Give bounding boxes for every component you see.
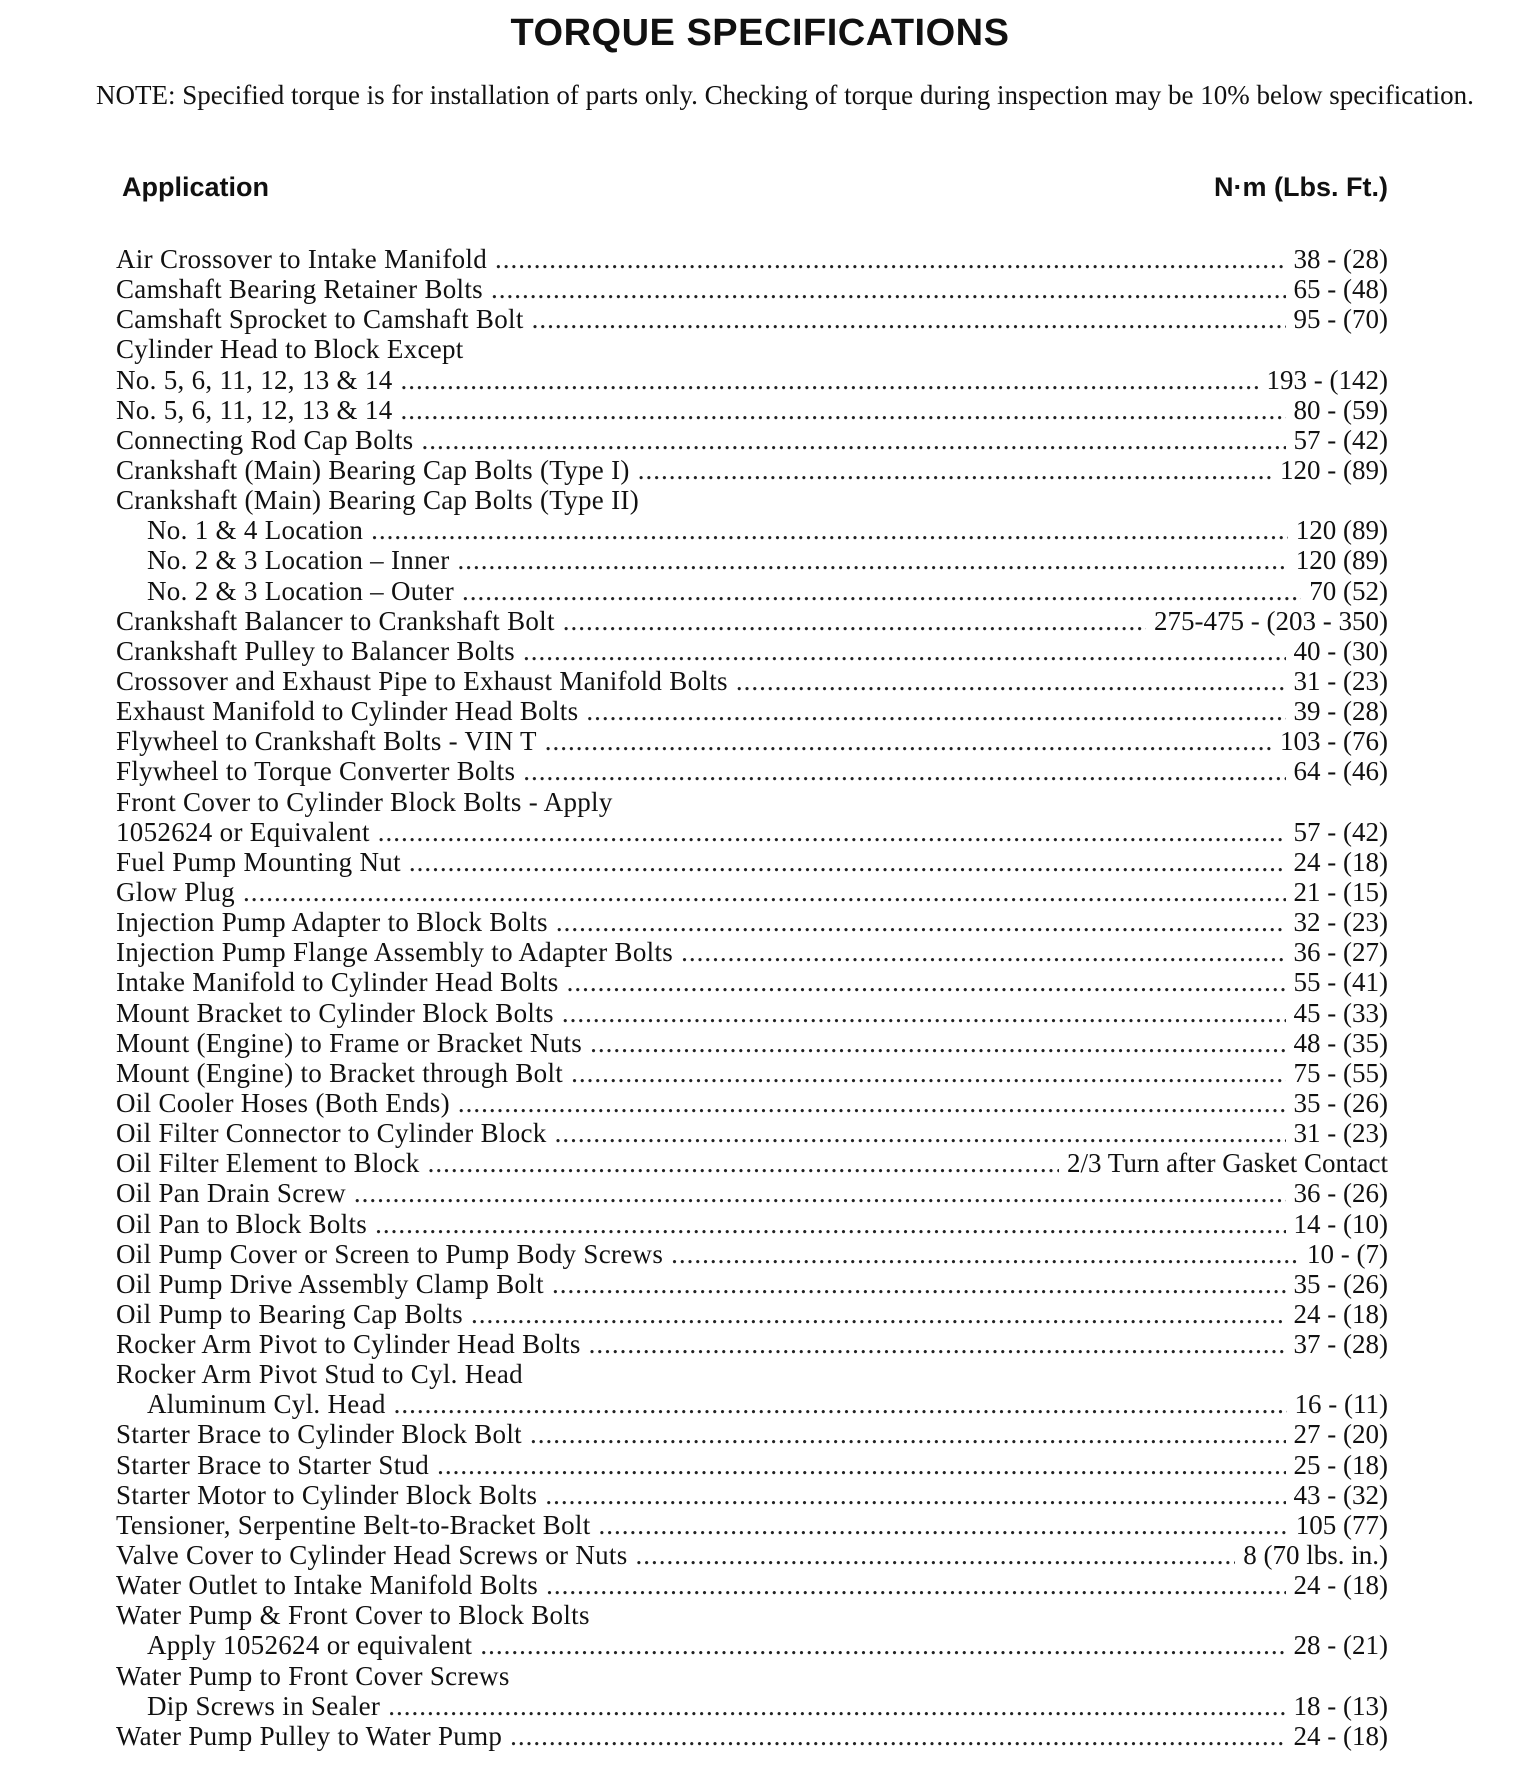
spec-value: 24 - (18) — [1293, 1720, 1388, 1751]
spec-value: 39 - (28) — [1293, 696, 1388, 727]
dot-leader — [530, 1419, 1286, 1449]
spec-row — [116, 998, 1388, 1028]
spec-row — [116, 1540, 1388, 1570]
spec-row — [116, 1118, 1388, 1148]
spec-value: 31 - (23) — [1293, 665, 1388, 696]
spec-label: Flywheel to Crankshaft Bolts - VIN T — [116, 726, 537, 757]
spec-row — [116, 1028, 1388, 1058]
spec-value: 80 - (59) — [1293, 394, 1388, 425]
spec-value: 31 - (23) — [1293, 1118, 1388, 1149]
spec-value: 8 (70 lbs. in.) — [1243, 1540, 1388, 1571]
dot-leader — [586, 696, 1285, 726]
spec-row — [116, 1419, 1388, 1449]
spec-label: Connecting Rod Cap Bolts — [116, 424, 414, 455]
dot-leader — [563, 606, 1146, 636]
dot-leader — [462, 576, 1301, 606]
spec-row — [116, 395, 1388, 425]
spec-row — [116, 907, 1388, 937]
spec-value: 48 - (35) — [1293, 1027, 1388, 1058]
spec-row — [116, 1148, 1388, 1178]
spec-label: Camshaft Sprocket to Camshaft Bolt — [116, 304, 524, 335]
spec-row — [116, 1600, 1388, 1630]
spec-row — [116, 636, 1388, 666]
spec-row — [116, 1480, 1388, 1510]
page-title: TORQUE SPECIFICATIONS — [510, 12, 1010, 54]
spec-label: Oil Pan Drain Screw — [116, 1178, 346, 1209]
spec-label: Crankshaft (Main) Bearing Cap Bolts (Type I) — [116, 454, 630, 485]
spec-label: Apply 1052624 or equivalent — [147, 1630, 473, 1661]
application-column-header: Application — [122, 172, 269, 202]
dot-leader — [562, 998, 1286, 1028]
dot-leader — [421, 425, 1285, 455]
dot-leader — [375, 1209, 1285, 1239]
spec-row — [116, 304, 1388, 334]
dot-leader — [371, 515, 1288, 545]
spec-label: Oil Pump to Bearing Cap Bolts — [116, 1298, 463, 1329]
spec-row — [116, 726, 1388, 756]
spec-row — [116, 1389, 1388, 1419]
spec-label: Valve Cover to Cylinder Head Screws or Nuts — [116, 1540, 628, 1571]
dot-leader — [571, 1058, 1285, 1088]
spec-label: Glow Plug — [116, 876, 235, 907]
spec-label: Injection Pump Adapter to Block Bolts — [116, 907, 548, 938]
spec-value: 65 - (48) — [1293, 274, 1388, 305]
spec-value: 21 - (15) — [1293, 876, 1388, 907]
spec-row — [116, 1691, 1388, 1721]
spec-label: Crankshaft Pulley to Balancer Bolts — [116, 635, 515, 666]
dot-leader — [532, 304, 1286, 334]
spec-label: Crossover and Exhaust Pipe to Exhaust Manifold Bolts — [116, 665, 728, 696]
spec-row — [116, 545, 1388, 575]
spec-value: 28 - (21) — [1293, 1630, 1388, 1661]
spec-row — [116, 666, 1388, 696]
spec-row — [116, 1721, 1388, 1751]
dot-leader — [428, 1148, 1059, 1178]
spec-value: 120 (89) — [1295, 545, 1388, 576]
dot-leader — [589, 1329, 1286, 1359]
spec-label: Flywheel to Torque Converter Bolts — [116, 756, 516, 787]
spec-label: Water Pump Pulley to Water Pump — [116, 1720, 503, 1751]
spec-row — [116, 1058, 1388, 1088]
spec-row — [116, 787, 1388, 817]
spec-row — [116, 606, 1388, 636]
spec-label: Intake Manifold to Cylinder Head Bolts — [116, 967, 559, 998]
spec-label: No. 2 & 3 Location – Outer — [147, 575, 454, 606]
spec-value: 103 - (76) — [1280, 726, 1388, 757]
spec-label: No. 2 & 3 Location – Inner — [147, 545, 450, 576]
spec-row — [116, 515, 1388, 545]
spec-row — [116, 967, 1388, 997]
spec-value: 18 - (13) — [1293, 1690, 1388, 1721]
dot-leader — [437, 1450, 1285, 1480]
spec-label: No. 1 & 4 Location — [147, 515, 364, 546]
spec-row — [116, 847, 1388, 877]
spec-value: 14 - (10) — [1293, 1208, 1388, 1239]
spec-value: 57 - (42) — [1293, 816, 1388, 847]
spec-row — [116, 1269, 1388, 1299]
spec-value: 95 - (70) — [1293, 304, 1388, 335]
spec-value: 120 - (89) — [1280, 454, 1388, 485]
dot-leader — [523, 636, 1286, 666]
spec-label: Water Pump to Front Cover Screws — [116, 1660, 510, 1691]
spec-value: 35 - (26) — [1293, 1268, 1388, 1299]
spec-label: 1052624 or Equivalent — [116, 816, 370, 847]
spec-label: Starter Brace to Starter Stud — [116, 1449, 430, 1480]
spec-label: No. 5, 6, 11, 12, 13 & 14 — [116, 364, 393, 395]
dot-leader — [555, 1118, 1286, 1148]
dot-leader — [599, 1510, 1288, 1540]
dot-leader — [546, 1570, 1285, 1600]
spec-value: 37 - (28) — [1293, 1329, 1388, 1360]
spec-row — [116, 1661, 1388, 1691]
torque-spec-list — [116, 244, 1388, 1751]
dot-leader — [401, 395, 1286, 425]
dot-leader — [409, 847, 1286, 877]
dot-leader — [495, 244, 1285, 274]
spec-label: Crankshaft Balancer to Crankshaft Bolt — [116, 605, 555, 636]
spec-label: Exhaust Manifold to Cylinder Head Bolts — [116, 696, 579, 727]
spec-label: Oil Pump Cover or Screen to Pump Body Screws — [116, 1238, 664, 1269]
spec-row — [116, 1510, 1388, 1540]
spec-label: No. 5, 6, 11, 12, 13 & 14 — [116, 394, 393, 425]
spec-row — [116, 1570, 1388, 1600]
spec-label: Camshaft Bearing Retainer Bolts — [116, 274, 483, 305]
dot-leader — [401, 365, 1259, 395]
spec-label: Injection Pump Flange Assembly to Adapter Bolts — [116, 937, 674, 968]
spec-row — [116, 1239, 1388, 1269]
spec-value: 35 - (26) — [1293, 1087, 1388, 1118]
spec-value: 36 - (26) — [1293, 1178, 1388, 1209]
dot-leader — [590, 1028, 1285, 1058]
spec-value: 36 - (27) — [1293, 937, 1388, 968]
spec-label: Mount (Engine) to Frame or Bracket Nuts — [116, 1027, 583, 1058]
spec-label: Tensioner, Serpentine Belt-to-Bracket Bolt — [116, 1509, 591, 1540]
spec-value: 43 - (32) — [1293, 1479, 1388, 1510]
dot-leader — [638, 455, 1272, 485]
spec-row — [116, 1178, 1388, 1208]
spec-label: Water Outlet to Intake Manifold Bolts — [116, 1570, 539, 1601]
spec-label: Aluminum Cyl. Head — [147, 1389, 386, 1420]
spec-row — [116, 576, 1388, 606]
spec-value: 75 - (55) — [1293, 1057, 1388, 1088]
spec-label: Dip Screws in Sealer — [147, 1690, 381, 1721]
spec-label: Oil Pump Drive Assembly Clamp Bolt — [116, 1268, 544, 1299]
dot-leader — [736, 666, 1286, 696]
torque-column-header: N·m (Lbs. Ft.) — [1214, 172, 1388, 202]
spec-value: 40 - (30) — [1293, 635, 1388, 666]
spec-label: Rocker Arm Pivot Stud to Cyl. Head — [116, 1359, 523, 1390]
spec-row — [116, 1359, 1388, 1389]
dot-leader — [545, 726, 1272, 756]
spec-label: Fuel Pump Mounting Nut — [116, 846, 401, 877]
spec-value: 24 - (18) — [1293, 846, 1388, 877]
spec-value: 25 - (18) — [1293, 1449, 1388, 1480]
spec-label: Oil Pan to Block Bolts — [116, 1208, 368, 1239]
dot-leader — [457, 545, 1287, 575]
spec-row — [116, 937, 1388, 967]
spec-value: 45 - (33) — [1293, 997, 1388, 1028]
spec-row — [116, 877, 1388, 907]
dot-leader — [523, 756, 1285, 786]
spec-row — [116, 1299, 1388, 1329]
spec-row — [116, 274, 1388, 304]
dot-leader — [567, 967, 1286, 997]
dot-leader — [354, 1178, 1286, 1208]
spec-row — [116, 455, 1388, 485]
dot-leader — [458, 1088, 1286, 1118]
dot-leader — [545, 1480, 1285, 1510]
spec-label: Starter Motor to Cylinder Block Bolts — [116, 1479, 538, 1510]
spec-value: 64 - (46) — [1293, 756, 1388, 787]
spec-label: Rocker Arm Pivot to Cylinder Head Bolts — [116, 1329, 581, 1360]
dot-leader — [388, 1691, 1285, 1721]
dot-leader — [480, 1630, 1285, 1660]
spec-label: Mount Bracket to Cylinder Block Bolts — [116, 997, 554, 1028]
spec-value: 27 - (20) — [1293, 1419, 1388, 1450]
spec-value: 38 - (28) — [1293, 244, 1388, 274]
spec-label: Oil Cooler Hoses (Both Ends) — [116, 1087, 450, 1118]
spec-value: 70 (52) — [1309, 575, 1388, 606]
spec-row — [116, 1329, 1388, 1359]
dot-leader — [243, 877, 1286, 907]
spec-value: 55 - (41) — [1293, 967, 1388, 998]
spec-label: Front Cover to Cylinder Block Bolts - Apply — [116, 786, 613, 817]
dot-leader — [471, 1299, 1286, 1329]
spec-row — [116, 365, 1388, 395]
spec-value: 24 - (18) — [1293, 1298, 1388, 1329]
dot-leader — [556, 907, 1286, 937]
spec-row — [116, 425, 1388, 455]
dot-leader — [491, 274, 1286, 304]
spec-value: 105 (77) — [1295, 1509, 1388, 1540]
dot-leader — [510, 1721, 1285, 1751]
spec-value: 2/3 Turn after Gasket Contact — [1067, 1148, 1388, 1179]
spec-label: Cylinder Head to Block Except — [116, 334, 464, 365]
spec-row — [116, 817, 1388, 847]
dot-leader — [681, 937, 1285, 967]
spec-row — [116, 244, 1388, 274]
note-text: NOTE: Specified torque is for installation of parts only. Checking of torque during inspection may be 10% below specification. — [96, 80, 1474, 110]
spec-value: 193 - (142) — [1266, 364, 1388, 395]
dot-leader — [378, 817, 1286, 847]
spec-label: Oil Filter Element to Block — [116, 1148, 420, 1179]
spec-label: Mount (Engine) to Bracket through Bolt — [116, 1057, 564, 1088]
spec-row — [116, 485, 1388, 515]
spec-label: Starter Brace to Cylinder Block Bolt — [116, 1419, 522, 1450]
spec-value: 10 - (7) — [1307, 1238, 1388, 1269]
spec-label: Crankshaft (Main) Bearing Cap Bolts (Type II) — [116, 485, 639, 516]
spec-value: 32 - (23) — [1293, 907, 1388, 938]
spec-row — [116, 1630, 1388, 1660]
spec-value: 57 - (42) — [1293, 424, 1388, 455]
dot-leader — [671, 1239, 1299, 1269]
spec-row — [116, 756, 1388, 786]
spec-row — [116, 1450, 1388, 1480]
spec-value: 120 (89) — [1295, 515, 1388, 546]
spec-value: 24 - (18) — [1293, 1570, 1388, 1601]
dot-leader — [394, 1389, 1287, 1419]
spec-label: Air Crossover to Intake Manifold — [116, 244, 488, 274]
spec-row — [116, 1088, 1388, 1118]
spec-value: 16 - (11) — [1294, 1389, 1388, 1420]
spec-row — [116, 1209, 1388, 1239]
dot-leader — [552, 1269, 1286, 1299]
spec-row — [116, 696, 1388, 726]
spec-row — [116, 334, 1388, 364]
spec-label: Oil Filter Connector to Cylinder Block — [116, 1118, 547, 1149]
dot-leader — [636, 1540, 1236, 1570]
spec-label: Water Pump & Front Cover to Block Bolts — [116, 1600, 590, 1631]
spec-value: 275-475 - (203 - 350) — [1154, 605, 1388, 636]
